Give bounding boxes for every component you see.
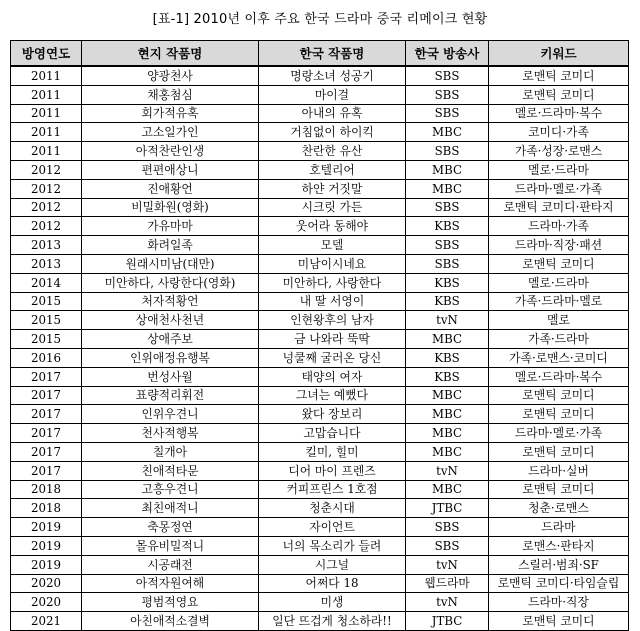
table-row <box>11 442 629 461</box>
broadcaster-cell: KBS <box>406 292 489 311</box>
local-title-cell: 최친애적니 <box>82 499 259 518</box>
year-cell: 2017 <box>11 461 82 480</box>
year-cell: 2020 <box>11 593 82 612</box>
table-row <box>11 480 629 499</box>
local-title-cell: 표량적리휘전 <box>82 386 259 405</box>
broadcaster-cell: SBS <box>406 85 489 104</box>
keywords-cell: 로맨스·판타지 <box>489 536 629 555</box>
local-title-cell: 번성사월 <box>82 367 259 386</box>
keywords-cell: 멜로·드라마 <box>489 273 629 292</box>
year-cell: 2012 <box>11 179 82 198</box>
table-row <box>11 123 629 142</box>
broadcaster-cell: SBS <box>406 66 489 85</box>
year-cell: 2021 <box>11 612 82 631</box>
korean-title-cell: 디어 마이 프렌즈 <box>259 461 406 480</box>
table-row <box>11 612 629 631</box>
local-title-cell: 시공래전 <box>82 555 259 574</box>
year-cell: 2019 <box>11 518 82 537</box>
table-row <box>11 292 629 311</box>
table-row <box>11 461 629 480</box>
header-row <box>11 41 629 67</box>
local-title-cell: 상애천사천년 <box>82 311 259 330</box>
local-title-cell: 원래시미남(대만) <box>82 254 259 273</box>
table-row <box>11 499 629 518</box>
table-row <box>11 348 629 367</box>
local-title-cell: 천사적행복 <box>82 424 259 443</box>
korean-title-cell: 어쩌다 18 <box>259 574 406 593</box>
korean-title-cell: 모델 <box>259 236 406 255</box>
column-header-year: 방영연도 <box>11 41 82 67</box>
broadcaster-cell: SBS <box>406 236 489 255</box>
korean-title-cell: 내 딸 서영이 <box>259 292 406 311</box>
broadcaster-cell: SBS <box>406 142 489 161</box>
broadcaster-cell: MBC <box>406 480 489 499</box>
broadcaster-cell: SBS <box>406 104 489 123</box>
keywords-cell: 멜로 <box>489 311 629 330</box>
korean-title-cell: 인현왕후의 남자 <box>259 311 406 330</box>
korean-title-cell: 킬미, 힐미 <box>259 442 406 461</box>
year-cell: 2017 <box>11 386 82 405</box>
korean-title-cell: 자이언트 <box>259 518 406 537</box>
table-row <box>11 142 629 161</box>
remake-table <box>10 40 629 631</box>
korean-title-cell: 호텔리어 <box>259 160 406 179</box>
table-row <box>11 198 629 217</box>
column-header-local-title: 현지 작품명 <box>82 41 259 67</box>
keywords-cell: 로맨틱 코미디 <box>489 442 629 461</box>
table-row <box>11 217 629 236</box>
keywords-cell: 로맨틱 코미디·타임슬립 <box>489 574 629 593</box>
local-title-cell: 인위우견니 <box>82 405 259 424</box>
local-title-cell: 고소일가인 <box>82 123 259 142</box>
broadcaster-cell: tvN <box>406 555 489 574</box>
broadcaster-cell: tvN <box>406 311 489 330</box>
year-cell: 2011 <box>11 142 82 161</box>
keywords-cell: 드라마 <box>489 518 629 537</box>
keywords-cell: 멜로·드라마·복수 <box>489 104 629 123</box>
table-row <box>11 85 629 104</box>
korean-title-cell: 커피프린스 1호점 <box>259 480 406 499</box>
korean-title-cell: 미생 <box>259 593 406 612</box>
local-title-cell: 처자적황언 <box>82 292 259 311</box>
broadcaster-cell: MBC <box>406 424 489 443</box>
broadcaster-cell: MBC <box>406 386 489 405</box>
local-title-cell: 칠개아 <box>82 442 259 461</box>
keywords-cell: 가족·드라마·멜로 <box>489 292 629 311</box>
local-title-cell: 진애황언 <box>82 179 259 198</box>
korean-title-cell: 고맙습니다 <box>259 424 406 443</box>
year-cell: 2018 <box>11 499 82 518</box>
broadcaster-cell: JTBC <box>406 612 489 631</box>
local-title-cell: 가유마마 <box>82 217 259 236</box>
keywords-cell: 멜로·드라마·복수 <box>489 367 629 386</box>
keywords-cell: 로맨틱 코미디 <box>489 386 629 405</box>
year-cell: 2015 <box>11 330 82 349</box>
korean-title-cell: 미남이시네요 <box>259 254 406 273</box>
table-row <box>11 424 629 443</box>
broadcaster-cell: MBC <box>406 405 489 424</box>
korean-title-cell: 일단 뜨겁게 청소하라!! <box>259 612 406 631</box>
year-cell: 2017 <box>11 424 82 443</box>
local-title-cell: 화려일족 <box>82 236 259 255</box>
table-row <box>11 555 629 574</box>
korean-title-cell: 청춘시대 <box>259 499 406 518</box>
korean-title-cell: 금 나와라 뚝딱 <box>259 330 406 349</box>
local-title-cell: 미안하다, 사랑한다(영화) <box>82 273 259 292</box>
broadcaster-cell: tvN <box>406 593 489 612</box>
broadcaster-cell: SBS <box>406 254 489 273</box>
year-cell: 2017 <box>11 367 82 386</box>
year-cell: 2017 <box>11 442 82 461</box>
local-title-cell: 축몽정연 <box>82 518 259 537</box>
year-cell: 2013 <box>11 254 82 273</box>
column-header-korean-title: 한국 작품명 <box>259 41 406 67</box>
keywords-cell: 드라마·멜로·가족 <box>489 179 629 198</box>
year-cell: 2013 <box>11 236 82 255</box>
local-title-cell: 아적자원여해 <box>82 574 259 593</box>
keywords-cell: 로맨틱 코미디 <box>489 85 629 104</box>
korean-title-cell: 웃어라 동해야 <box>259 217 406 236</box>
year-cell: 2014 <box>11 273 82 292</box>
korean-title-cell: 왔다 장보리 <box>259 405 406 424</box>
table-row <box>11 367 629 386</box>
local-title-cell: 회가적유혹 <box>82 104 259 123</box>
table-row <box>11 179 629 198</box>
table-row <box>11 273 629 292</box>
broadcaster-cell: SBS <box>406 536 489 555</box>
korean-title-cell: 그녀는 예뻤다 <box>259 386 406 405</box>
broadcaster-cell: KBS <box>406 348 489 367</box>
keywords-cell: 드라마·가족 <box>489 217 629 236</box>
local-title-cell: 인위애정유행복 <box>82 348 259 367</box>
table-row <box>11 518 629 537</box>
year-cell: 2011 <box>11 85 82 104</box>
keywords-cell: 스릴러·범죄·SF <box>489 555 629 574</box>
year-cell: 2015 <box>11 311 82 330</box>
year-cell: 2018 <box>11 480 82 499</box>
year-cell: 2012 <box>11 217 82 236</box>
table-row <box>11 405 629 424</box>
broadcaster-cell: tvN <box>406 461 489 480</box>
keywords-cell: 로맨틱 코미디 <box>489 405 629 424</box>
year-cell: 2011 <box>11 104 82 123</box>
keywords-cell: 로맨틱 코미디 <box>489 480 629 499</box>
broadcaster-cell: MBC <box>406 160 489 179</box>
local-title-cell: 아친애적소결벽 <box>82 612 259 631</box>
year-cell: 2017 <box>11 405 82 424</box>
broadcaster-cell: KBS <box>406 273 489 292</box>
broadcaster-cell: SBS <box>406 518 489 537</box>
table-row <box>11 236 629 255</box>
local-title-cell: 비밀화원(영화) <box>82 198 259 217</box>
table-caption: [표-1] 2010년 이후 주요 한국 드라마 중국 리메이크 현황 <box>152 12 488 27</box>
keywords-cell: 드라마·직장·패션 <box>489 236 629 255</box>
table-row <box>11 593 629 612</box>
keywords-cell: 멜로·드라마 <box>489 160 629 179</box>
korean-title-cell: 거침없이 하이킥 <box>259 123 406 142</box>
local-title-cell: 아적찬란인생 <box>82 142 259 161</box>
table-row <box>11 104 629 123</box>
keywords-cell: 코미디·가족 <box>489 123 629 142</box>
korean-title-cell: 미안하다, 사랑한다 <box>259 273 406 292</box>
broadcaster-cell: KBS <box>406 367 489 386</box>
keywords-cell: 가족·드라마 <box>489 330 629 349</box>
year-cell: 2020 <box>11 574 82 593</box>
broadcaster-cell: KBS <box>406 217 489 236</box>
year-cell: 2011 <box>11 123 82 142</box>
broadcaster-cell: MBC <box>406 179 489 198</box>
local-title-cell: 몰유비밀적니 <box>82 536 259 555</box>
local-title-cell: 상애주보 <box>82 330 259 349</box>
keywords-cell: 드라마·멜로·가족 <box>489 424 629 443</box>
keywords-cell: 로맨틱 코미디 <box>489 612 629 631</box>
broadcaster-cell: MBC <box>406 123 489 142</box>
broadcaster-cell: MBC <box>406 442 489 461</box>
local-title-cell: 편편애상니 <box>82 160 259 179</box>
keywords-cell: 로맨틱 코미디 <box>489 66 629 85</box>
korean-title-cell: 아내의 유혹 <box>259 104 406 123</box>
table-row <box>11 330 629 349</box>
korean-title-cell: 너의 목소리가 들려 <box>259 536 406 555</box>
broadcaster-cell: MBC <box>406 330 489 349</box>
table-row <box>11 160 629 179</box>
table-row <box>11 536 629 555</box>
table-row <box>11 311 629 330</box>
keywords-cell: 로맨틱 코미디 <box>489 254 629 273</box>
table-row <box>11 386 629 405</box>
korean-title-cell: 찬란한 유산 <box>259 142 406 161</box>
broadcaster-cell: SBS <box>406 198 489 217</box>
korean-title-cell: 마이걸 <box>259 85 406 104</box>
year-cell: 2011 <box>11 66 82 85</box>
table-row <box>11 574 629 593</box>
keywords-cell: 드라마·실버 <box>489 461 629 480</box>
keywords-cell: 가족·로맨스·코미디 <box>489 348 629 367</box>
keywords-cell: 청춘·로맨스 <box>489 499 629 518</box>
table-row <box>11 66 629 85</box>
keywords-cell: 드라마·직장 <box>489 593 629 612</box>
year-cell: 2019 <box>11 536 82 555</box>
local-title-cell: 평범적영요 <box>82 593 259 612</box>
year-cell: 2012 <box>11 160 82 179</box>
column-header-keywords: 키워드 <box>489 41 629 67</box>
local-title-cell: 고흥우견니 <box>82 480 259 499</box>
year-cell: 2012 <box>11 198 82 217</box>
year-cell: 2019 <box>11 555 82 574</box>
column-header-broadcaster: 한국 방송사 <box>406 41 489 67</box>
local-title-cell: 친애적타문 <box>82 461 259 480</box>
korean-title-cell: 명랑소녀 성공기 <box>259 66 406 85</box>
keywords-cell: 가족·성장·로맨스 <box>489 142 629 161</box>
korean-title-cell: 시크릿 가든 <box>259 198 406 217</box>
broadcaster-cell: 웹드라마 <box>406 574 489 593</box>
year-cell: 2016 <box>11 348 82 367</box>
table-row <box>11 254 629 273</box>
keywords-cell: 로맨틱 코미디·판타지 <box>489 198 629 217</box>
korean-title-cell: 시그널 <box>259 555 406 574</box>
local-title-cell: 채홍첨심 <box>82 85 259 104</box>
korean-title-cell: 넝쿨째 굴러온 당신 <box>259 348 406 367</box>
local-title-cell: 양광천사 <box>82 66 259 85</box>
broadcaster-cell: JTBC <box>406 499 489 518</box>
year-cell: 2015 <box>11 292 82 311</box>
korean-title-cell: 태양의 여자 <box>259 367 406 386</box>
korean-title-cell: 하얀 거짓말 <box>259 179 406 198</box>
